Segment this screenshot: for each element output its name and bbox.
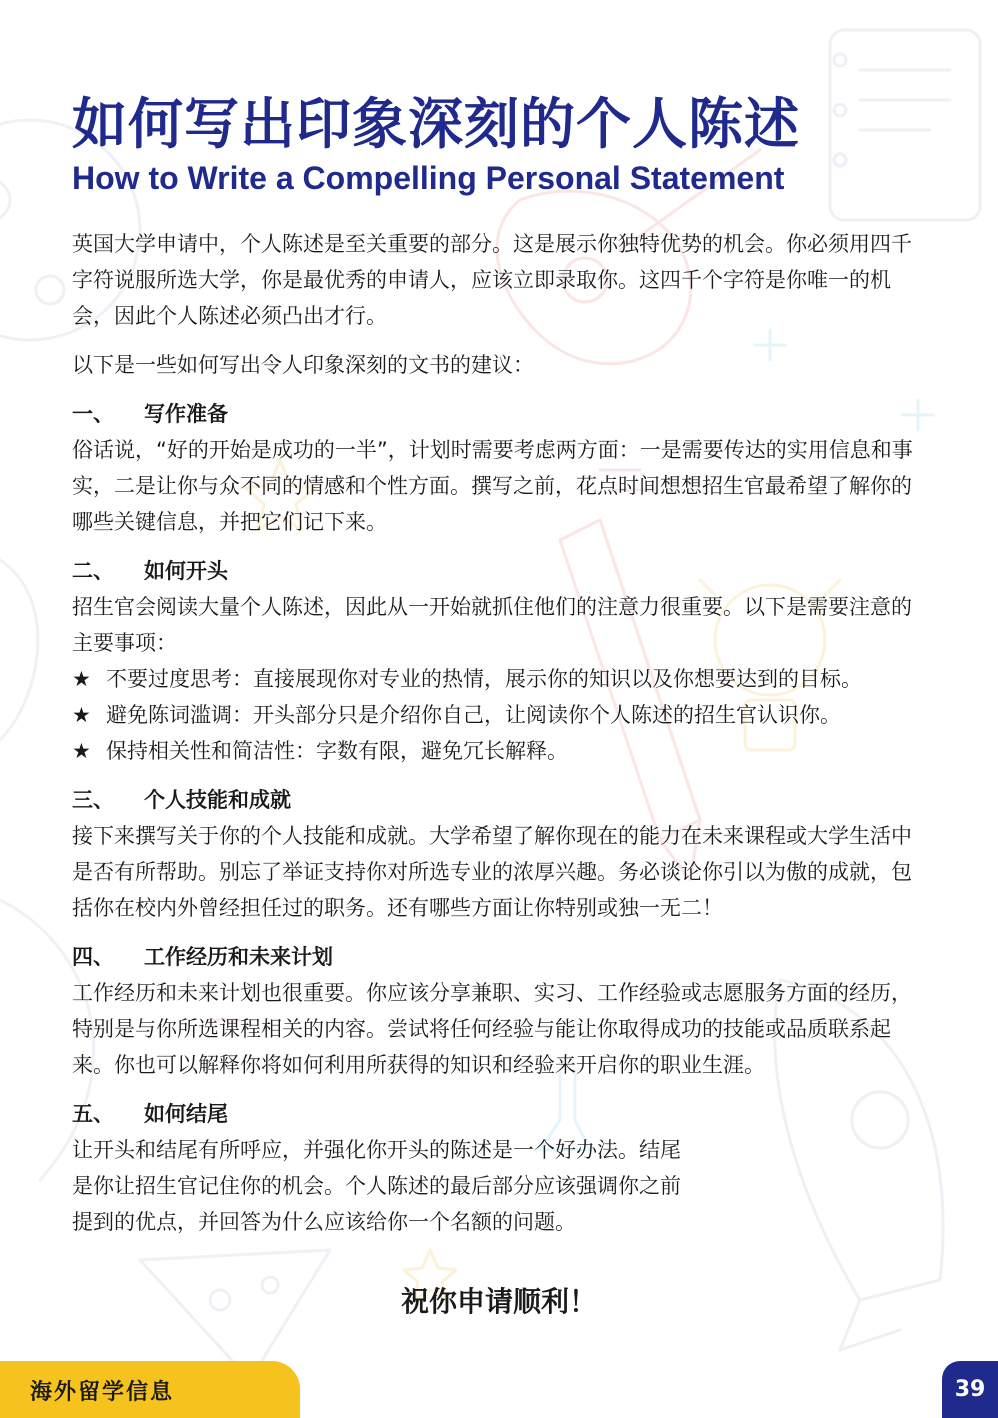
bullet-item — [72, 661, 932, 697]
closing-message: 祝你申请顺利！ — [400, 1285, 597, 1318]
section-3 — [72, 782, 932, 926]
star-icon: ★ — [72, 703, 91, 727]
page-number-box — [942, 1361, 998, 1418]
page-title: 如何写出印象深刻的个人陈述 — [72, 92, 801, 156]
section-title: 写作准备 — [144, 402, 228, 426]
article-body — [72, 226, 932, 1240]
footer-label: 海外留学信息 — [30, 1380, 175, 1405]
section-number: 一、 — [72, 402, 114, 426]
section-2 — [72, 553, 932, 769]
section-title: 如何开头 — [144, 559, 228, 583]
section-heading — [72, 939, 932, 975]
section-4 — [72, 939, 932, 1083]
section-number: 二、 — [72, 559, 114, 583]
page-subtitle: How to Write a Compelling Personal Statement — [72, 160, 785, 196]
bullet-item — [72, 697, 932, 733]
notebook-doodle — [830, 30, 980, 220]
section-text: 让开头和结尾有所呼应，并强化你开头的陈述是一个好办法。结尾是你让招生官记住你的机会。个人陈述的最后部分应该强调你之前提到的优点，并回答为什么应该给你一个名额的问题。 — [72, 1138, 681, 1234]
footer-label-bar — [0, 1361, 300, 1418]
section-text: 接下来撰写关于你的个人技能和成就。大学希望了解你现在的能力在未来课程或大学生活中是否有所帮助。别忘了举证支持你对所选专业的浓厚兴趣。务必谈论你引以为傲的成就，包括你在校内外曾经担任过的职务。还有哪些方面让你特别或独一无二！ — [72, 824, 912, 920]
star-icon: ★ — [72, 667, 91, 691]
section-1 — [72, 396, 932, 540]
section-heading — [72, 396, 932, 432]
section-number: 四、 — [72, 945, 114, 969]
section-text: 招生官会阅读大量个人陈述，因此从一开始就抓住他们的注意力很重要。以下是需要注意的主要事项： — [72, 595, 912, 655]
section-text: 俗话说，“好的开始是成功的一半”，计划时需要考虑两方面：一是需要传达的实用信息和事实，二是让你与众不同的情感和个性方面。撰写之前，花点时间想想招生官最希望了解你的哪些关键信息，并把它们记下来。 — [72, 438, 913, 534]
lead-paragraph: 以下是一些如何写出令人印象深刻的文书的建议： — [72, 353, 534, 377]
page-number: 39 — [954, 1377, 986, 1402]
section-title: 工作经历和未来计划 — [144, 945, 333, 969]
star-icon: ★ — [72, 739, 91, 763]
section-number: 三、 — [72, 788, 114, 812]
section-title: 个人技能和成就 — [144, 788, 291, 812]
intro-paragraph: 英国大学申请中，个人陈述是至关重要的部分。这是展示你独特优势的机会。你必须用四千字符说服所选大学，你是最优秀的申请人，应该立即录取你。这四千个字符是你唯一的机会，因此个人陈述必须凸出才行。 — [72, 232, 912, 328]
bullet-text: 保持相关性和简洁性：字数有限，避免冗长解释。 — [106, 739, 568, 763]
section-number: 五、 — [72, 1102, 114, 1126]
bullet-item — [72, 733, 932, 769]
bullet-text: 不要过度思考：直接展现你对专业的热情，展示你的知识以及你想要达到的目标。 — [106, 667, 862, 691]
section-heading — [72, 1096, 932, 1132]
section-5 — [72, 1096, 932, 1240]
section-title: 如何结尾 — [144, 1102, 228, 1126]
section-heading — [72, 553, 932, 589]
section-text: 工作经历和未来计划也很重要。你应该分享兼职、实习、工作经验或志愿服务方面的经历，特别是与你所选课程相关的内容。尝试将任何经验与能让你取得成功的技能或品质联系起来。你也可以解释你将如何利用所获得的知识和经验来开启你的职业生涯。 — [72, 981, 912, 1077]
bullet-text: 避免陈词滥调：开头部分只是介绍你自己，让阅读你个人陈述的招生官认识你。 — [106, 703, 841, 727]
section-heading — [72, 782, 932, 818]
